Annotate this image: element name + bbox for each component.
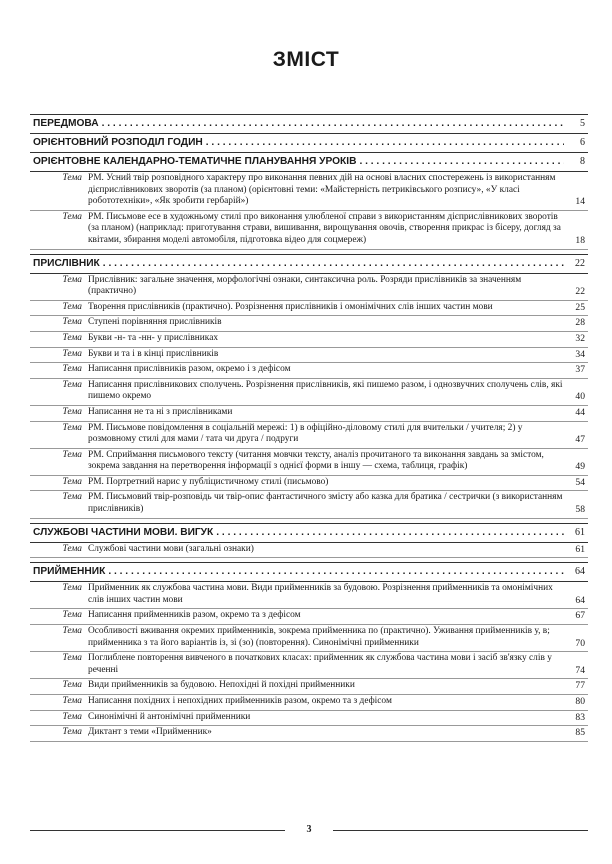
toc-section[interactable]	[30, 114, 588, 134]
toc-entry[interactable]	[30, 348, 588, 364]
entry-text: Написання не та ні з прислівниками	[88, 406, 233, 417]
entry-text: РМ. Усний твір розповідного характеру про виконання певних дій на основі власних спостережень із використанням дієприслівникових зворотів (за планом) (орієнтовні теми: «Майстерність петриківського розпису», «У класі робототехніки», «Як зробити гербарій»)	[88, 173, 556, 207]
entry-page: 49	[575, 461, 585, 473]
entry-page: 70	[575, 637, 585, 649]
toc-entry[interactable]	[30, 652, 588, 679]
entry-label: Тема	[62, 583, 82, 594]
toc-entry[interactable]	[30, 172, 588, 211]
entry-text: Диктант з теми «Прийменник»	[88, 727, 212, 738]
entry-text: РМ. Письмове есе в художньому стилі про виконання улюбленої справи з використанням дієприслівникових зворотів (за планом) (наприклад: приготування страви, вишивання, вирощування овочів, створення прикрас із бісеру, догляд за квітами, збирання моделі автомобіля, підготовка відео для соцмереж)	[88, 211, 561, 245]
entry-label: Тема	[62, 711, 82, 722]
entry-text: Написання похідних і непохідних прийменників разом, окремо та з дефісом	[88, 696, 392, 706]
leader-dots	[359, 156, 564, 167]
toc-entry[interactable]	[30, 422, 588, 449]
entry-page: 67	[575, 610, 585, 622]
entry-page: 34	[575, 348, 585, 360]
toc-section[interactable]	[30, 254, 588, 274]
entry-text: Творення прислівників (практично). Розрізнення прислівників і омонімічних слів інших частин мови	[88, 301, 493, 312]
section-page: 8	[580, 156, 585, 167]
toc-entry[interactable]	[30, 316, 588, 332]
entry-page: 80	[575, 696, 585, 707]
section-page: 61	[575, 526, 585, 538]
toc-section[interactable]	[30, 153, 588, 172]
entry-page: 14	[575, 196, 585, 208]
entry-text: Прислівник: загальне значення, морфологічні ознаки, синтаксична роль. Розряди прислівників за значенням (практично)	[88, 274, 522, 297]
leader-dots	[216, 527, 564, 538]
toc-entry[interactable]	[30, 476, 588, 492]
section-title: ОРІЄНТОВНИЙ РОЗПОДІЛ ГОДИН	[33, 137, 203, 148]
entry-label: Тема	[62, 422, 82, 433]
entry-label: Тема	[62, 626, 82, 637]
entry-label: Тема	[62, 348, 82, 359]
page-title: ЗМІСТ	[272, 48, 340, 71]
section-title: ПЕРЕДМОВА	[33, 118, 99, 129]
entry-label: Тема	[62, 610, 82, 621]
entry-text: Написання прислівників разом, окремо і з дефісом	[88, 364, 291, 375]
toc-entry[interactable]	[30, 363, 588, 379]
entry-label: Тема	[62, 317, 82, 328]
leader-dots	[206, 137, 564, 148]
entry-label: Тема	[62, 727, 82, 738]
leader-dots	[102, 118, 564, 129]
entry-page: 85	[575, 727, 585, 739]
entry-page: 37	[575, 364, 585, 376]
toc-entry[interactable]	[30, 695, 588, 711]
entry-text: Написання прислівникових сполучень. Розрізнення прислівників, які пишемо разом, і однозвучних сполучень слів, які пишемо окремо	[88, 379, 563, 402]
toc-entry[interactable]	[30, 711, 588, 727]
toc-entry[interactable]	[30, 301, 588, 317]
leader-dots	[103, 258, 564, 269]
entry-page: 61	[575, 543, 585, 555]
toc-section[interactable]	[30, 134, 588, 153]
toc-entry[interactable]	[30, 609, 588, 625]
entry-page: 64	[575, 594, 585, 606]
toc-entry[interactable]	[30, 449, 588, 476]
entry-label: Тема	[62, 332, 82, 343]
toc-entry[interactable]	[30, 406, 588, 422]
entry-text: РМ. Портретний нарис у публіцистичному стилі (письмово)	[88, 476, 329, 487]
entry-text: Види прийменників за будовою. Непохідні й похідні прийменники	[88, 680, 355, 691]
section-page: 64	[575, 566, 585, 578]
entry-text: РМ. Письмове повідомлення в соціальній мережі: 1) в офіційно-діловому стилі для вчительки / учителя; 2) у розмовному стилі для мами / тата чи друга / подруги	[88, 422, 523, 445]
entry-page: 25	[575, 301, 585, 313]
table-of-contents	[30, 114, 588, 742]
entry-page: 77	[575, 680, 585, 692]
section-page: 5	[580, 118, 585, 129]
entry-page: 28	[575, 317, 585, 329]
entry-page: 18	[575, 234, 585, 246]
entry-text: РМ. Сприймання письмового тексту (читання мовчки тексту, аналіз прочитаного та виконання завдань за змістом, зокрема завдання на перетворення інформації з однієї форми в іншу — схема, таблиця, графік)	[88, 449, 544, 472]
entry-text: Прийменник як службова частина мови. Види прийменників за будовою. Розрізнення прийменників та омонімічних слів інших частин мови	[88, 583, 553, 605]
toc-entry[interactable]	[30, 625, 588, 652]
entry-text: Написання прийменників разом, окремо та з дефісом	[88, 610, 301, 621]
toc-entry[interactable]	[30, 379, 588, 406]
entry-label: Тема	[62, 274, 82, 285]
entry-label: Тема	[62, 680, 82, 691]
entry-label: Тема	[62, 543, 82, 554]
entry-text: Ступені порівняння прислівників	[88, 317, 222, 328]
entry-text: Букви -н- та -нн- у прислівниках	[88, 332, 219, 343]
section-title: СЛУЖБОВІ ЧАСТИНИ МОВИ. ВИГУК	[33, 526, 214, 538]
entry-label: Тема	[62, 364, 82, 375]
entry-page: 58	[575, 504, 585, 516]
entry-page: 44	[575, 406, 585, 418]
entry-page: 83	[575, 711, 585, 723]
toc-entry[interactable]	[30, 726, 588, 742]
section-title: ПРИСЛІВНИК	[33, 257, 100, 269]
section-page: 6	[580, 137, 585, 148]
entry-label: Тема	[62, 492, 82, 503]
entry-page: 40	[575, 391, 585, 403]
entry-page: 47	[575, 434, 585, 446]
entry-text: Поглиблене повторення вивченого в початкових класах: прийменник як службова частина мови і засіб зв'язку слів у реченні	[88, 653, 552, 675]
entry-page: 22	[575, 286, 585, 298]
section-page: 22	[575, 257, 585, 269]
entry-label: Тема	[62, 696, 82, 706]
entry-label: Тема	[62, 211, 82, 222]
toc-entry[interactable]	[30, 543, 588, 559]
entry-label: Тема	[62, 301, 82, 312]
entry-page: 54	[575, 476, 585, 488]
toc-entry[interactable]	[30, 491, 588, 518]
toc-section[interactable]	[30, 523, 588, 543]
entry-label: Тема	[62, 173, 82, 183]
entry-text: Особливості вживання окремих прийменників, зокрема прийменника по (практично). Уживання прийменників у, в; прийменника з та його варіантів із, зі (зо) (повторення). Синонімічні прийменники	[88, 626, 550, 648]
toc-entry[interactable]	[30, 582, 588, 609]
entry-page: 32	[575, 332, 585, 344]
toc-entry[interactable]	[30, 211, 588, 250]
entry-text: Синонімічні й антонімічні прийменники	[88, 711, 251, 722]
entry-label: Тема	[62, 653, 82, 664]
entry-page: 74	[575, 664, 585, 676]
entry-text: Службові частини мови (загальні ознаки)	[88, 543, 254, 554]
entry-text: РМ. Письмовий твір-розповідь чи твір-опис фантастичного змісту або казка для братика / сестрички (з використанням прислівників)	[88, 492, 563, 515]
toc-entry[interactable]	[30, 274, 588, 301]
page-footer	[30, 824, 588, 836]
leader-dots	[108, 566, 564, 577]
footer-rule-right	[333, 830, 588, 831]
entry-text: Букви и та і в кінці прислівників	[88, 348, 219, 359]
section-title: ПРИЙМЕННИК	[33, 566, 106, 578]
entry-label: Тема	[62, 406, 82, 417]
entry-label: Тема	[62, 476, 82, 487]
entry-label: Тема	[62, 379, 82, 390]
section-title: ОРІЄНТОВНЕ КАЛЕНДАРНО-ТЕМАТИЧНЕ ПЛАНУВАННЯ УРОКІВ	[33, 156, 357, 167]
toc-entry[interactable]	[30, 679, 588, 695]
page-number: 3	[306, 824, 312, 835]
toc-entry[interactable]	[30, 332, 588, 348]
entry-label: Тема	[62, 449, 82, 460]
toc-section[interactable]	[30, 562, 588, 582]
